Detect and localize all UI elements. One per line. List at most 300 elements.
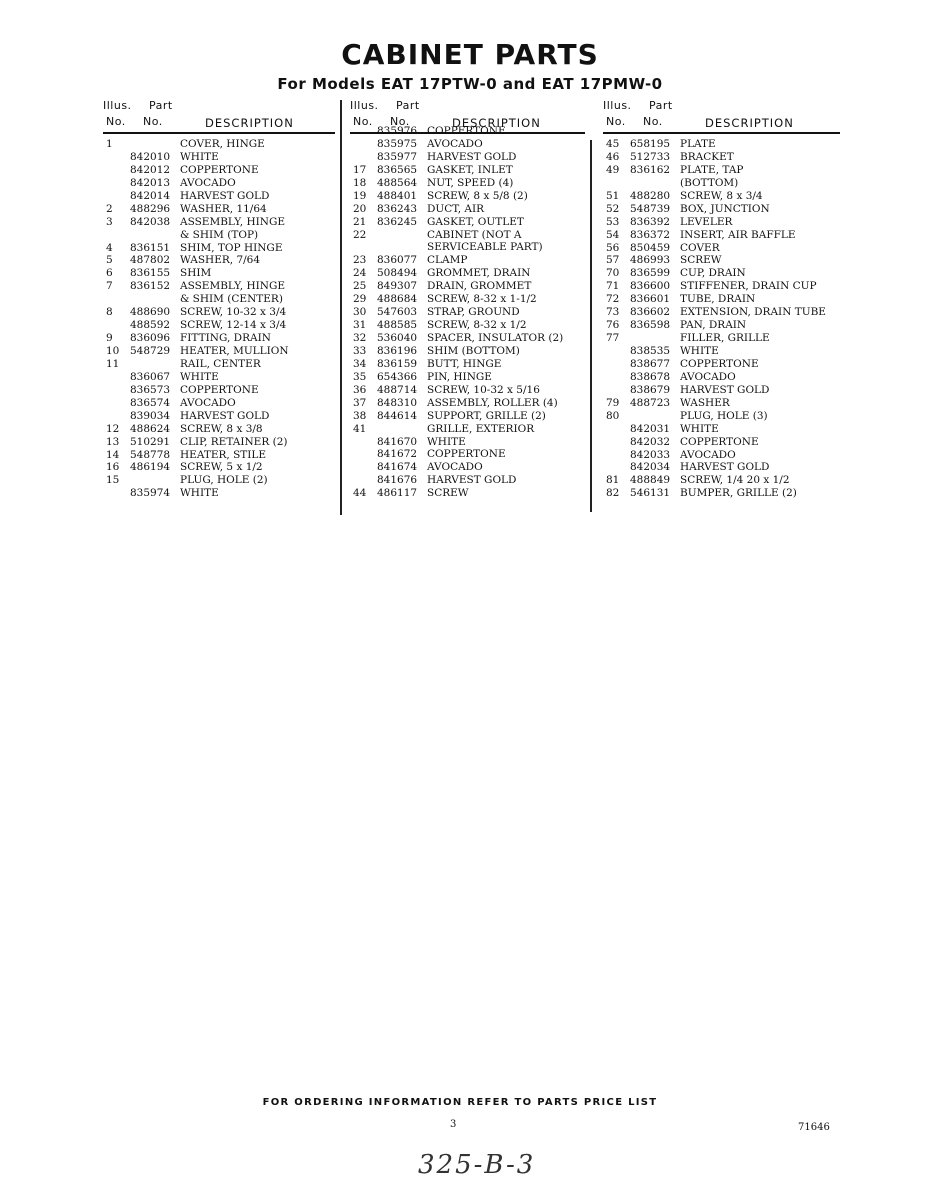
part-no: 836372 [630,228,671,241]
part-row [103,229,335,242]
part-no: 836245 [377,215,418,228]
part-description: SHIM (BOTTOM) [427,344,520,357]
illus-no: 79 [606,396,620,409]
part-description: PLUG, HOLE (2) [180,474,268,487]
part-row [350,293,585,306]
header-part: Part [649,99,673,112]
part-description: SCREW, 8 x 3/8 [180,422,263,435]
part-no: 836159 [377,357,418,370]
part-no: 835974 [130,487,171,500]
part-no: 488690 [130,306,171,319]
page-title: CABINET PARTS [341,38,599,71]
part-no: 488684 [377,293,418,306]
part-no: 548778 [130,448,171,461]
part-row [350,267,585,280]
part-row [603,487,840,500]
part-no: 658195 [630,138,671,150]
part-no: 836151 [130,241,171,254]
part-no: 488849 [630,474,671,487]
part-row [350,384,585,397]
part-no: 838679 [630,383,671,396]
part-row [603,216,840,229]
part-no: 836243 [377,202,418,215]
part-row [603,371,840,384]
illus-no: 2 [106,202,113,215]
part-no: 546131 [630,487,671,500]
illus-no: 3 [106,215,113,228]
part-row [103,216,335,229]
part-description: HARVEST GOLD [180,409,270,422]
part-row [103,358,335,371]
part-description: AVOCADO [427,461,483,474]
part-row [603,397,840,410]
illus-no: 13 [106,435,120,448]
illus-no: 34 [353,357,367,370]
illus-no: 25 [353,280,367,293]
part-row [350,254,585,267]
illus-no: 31 [353,319,367,332]
header-description: DESCRIPTION [205,116,294,130]
part-description: PLATE, TAP [680,163,744,176]
part-description: WASHER [680,396,730,409]
part-description: SCREW, 12-14 x 3/4 [180,319,287,332]
part-row [350,461,585,474]
part-row [603,164,840,177]
part-description: NUT, SPEED (4) [427,176,514,189]
part-description: LEVELER [680,215,733,228]
part-description: GASKET, OUTLET [427,215,524,228]
part-no: 547603 [377,306,418,319]
part-description: FILLER, GRILLE [680,332,770,345]
part-description: BOX, JUNCTION [680,202,770,215]
part-description: COVER [680,241,720,254]
part-row [350,203,585,216]
part-no: 838678 [630,370,671,383]
part-description: ASSEMBLY, HINGE [180,215,286,228]
header-part: Part [149,99,173,112]
part-description: ASSEMBLY, HINGE [180,280,286,293]
header-rule [103,132,335,134]
part-no: 486194 [130,461,171,474]
part-description: RAIL, CENTER [180,357,261,370]
illus-no: 32 [353,332,367,344]
part-row [603,267,840,280]
part-description: GASKET, INLET [427,163,513,176]
part-row [103,345,335,358]
illus-no: 14 [106,448,120,461]
part-description: HARVEST GOLD [680,383,770,396]
part-description: SCREW, 8-32 x 1/2 [427,319,527,332]
part-no: 486993 [630,254,671,267]
part-description: SUPPORT, GRILLE (2) [427,409,546,422]
part-row [103,177,335,190]
part-row [103,474,335,487]
part-description: ASSEMBLY, ROLLER (4) [427,396,558,409]
part-no: 488401 [377,189,418,202]
part-description: CLAMP [427,254,468,267]
part-row [603,319,840,332]
part-row [350,177,585,190]
illus-no: 17 [353,163,367,176]
part-row [350,397,585,410]
part-row [350,125,585,138]
part-description: HARVEST GOLD [680,461,770,474]
part-no: 848310 [377,396,418,409]
illus-no: 44 [353,487,367,500]
part-row [350,448,585,461]
illus-no: 41 [353,422,367,435]
part-row [603,190,840,203]
part-description: SCREW, 10-32 x 5/16 [427,383,540,396]
illus-no: 35 [353,370,367,383]
parts-column [603,99,840,500]
part-no: 842034 [630,461,671,474]
part-description: SHIM [180,267,212,280]
part-description: PLUG, HOLE (3) [680,409,768,422]
parts-column [350,99,585,508]
part-no: 841674 [377,461,418,474]
part-no: 488723 [630,396,671,409]
illus-no: 19 [353,189,367,202]
part-description: CLIP, RETAINER (2) [180,435,288,448]
part-row [103,487,335,500]
part-description: DRAIN, GROMMET [427,280,532,293]
part-no: 488564 [377,176,418,189]
illus-no: 12 [106,422,120,435]
part-no: 836196 [377,344,418,357]
part-no: 488624 [130,422,171,435]
part-row [103,397,335,410]
part-description: SCREW, 8-32 x 1-1/2 [427,293,537,306]
part-description: PAN, DRAIN [680,319,747,332]
part-row [350,358,585,371]
part-row [350,332,585,345]
part-description: COPPERTONE [427,448,506,461]
part-row [603,203,840,216]
part-row [350,151,585,164]
part-no: 838677 [630,357,671,370]
part-description: PIN, HINGE [427,370,492,383]
part-description: GRILLE, EXTERIOR [427,422,535,435]
part-no: 838535 [630,345,671,357]
part-row [603,138,840,151]
part-row [103,461,335,474]
part-row [350,474,585,487]
illus-no: 82 [606,487,620,500]
header-rule [603,132,840,134]
part-row [603,229,840,242]
illus-no: 36 [353,383,367,396]
part-no: 488714 [377,383,418,396]
part-description: DUCT, AIR [427,202,485,215]
part-no: 536040 [377,332,418,344]
part-description: SCREW, 8 x 5/8 (2) [427,189,528,202]
part-description: AVOCADO [680,370,736,383]
part-description: COPPERTONE [180,383,259,396]
part-no: 487802 [130,254,171,267]
part-description: WHITE [680,345,719,357]
part-no: 836162 [630,163,671,176]
part-no: 842033 [630,448,671,461]
part-no: 488585 [377,319,418,332]
ordering-note: FOR ORDERING INFORMATION REFER TO PARTS PRICE LIST [262,1097,658,1108]
illus-no: 73 [606,306,620,319]
part-description: SCREW, 8 x 3/4 [680,189,763,202]
part-no: 835977 [377,150,418,163]
part-row [603,436,840,449]
part-no: 835976 [377,125,418,137]
part-row [103,190,335,203]
handwritten-note: 325-B-3 [418,1150,536,1180]
part-description: COPPERTONE [427,125,506,137]
header-illus-no: No. [106,115,126,128]
part-description: SPACER, INSULATOR (2) [427,332,564,344]
column-divider [340,100,342,515]
illus-no: 6 [106,267,113,280]
illus-no: 1 [106,138,113,150]
illus-no: 57 [606,254,620,267]
part-no: 836599 [630,267,671,280]
part-description: COPPERTONE [180,163,259,176]
part-no: 836155 [130,267,171,280]
header-part-no: No. [390,115,410,128]
illus-no: 11 [106,357,120,370]
illus-no: 54 [606,228,620,241]
part-row [103,267,335,280]
part-description: SCREW [427,487,469,500]
part-description: FITTING, DRAIN [180,332,271,345]
part-no: 842031 [630,422,671,435]
part-row [603,410,840,423]
header-description: DESCRIPTION [705,116,794,130]
part-row [350,487,585,500]
part-description: COPPERTONE [680,435,759,448]
part-no: 836392 [630,215,671,228]
part-description: STIFFENER, DRAIN CUP [680,280,817,293]
illus-no: 16 [106,461,120,474]
illus-no: 18 [353,176,367,189]
part-description: WHITE [180,150,219,163]
part-row [350,306,585,319]
part-description: WHITE [180,370,219,383]
illus-no: 29 [353,293,367,306]
part-row [350,280,585,293]
part-row [350,345,585,358]
part-description: SCREW, 1/4 20 x 1/2 [680,474,790,487]
illus-no: 72 [606,293,620,306]
illus-no: 45 [606,138,620,150]
part-description: (BOTTOM) [680,176,739,189]
part-description: GROMMET, DRAIN [427,267,531,280]
illus-no: 52 [606,202,620,215]
part-row [350,371,585,384]
part-description: & SHIM (CENTER) [180,293,283,306]
part-description: AVOCADO [427,137,483,150]
part-no: 844614 [377,409,418,422]
part-no: 836602 [630,306,671,319]
part-row [603,293,840,306]
part-description: INSERT, AIR BAFFLE [680,228,796,241]
part-description: AVOCADO [180,396,236,409]
part-description: COPPERTONE [680,357,759,370]
part-row [603,474,840,487]
part-description: WHITE [680,422,719,435]
part-row [103,423,335,436]
part-row [603,358,840,371]
illus-no: 80 [606,409,620,422]
part-row [603,332,840,345]
part-row [103,436,335,449]
part-row [603,242,840,255]
part-row [103,306,335,319]
part-description: WHITE [427,435,466,448]
part-row [350,241,585,254]
part-row [603,254,840,267]
part-no: 841670 [377,435,418,448]
part-row [103,254,335,267]
part-no: 836077 [377,254,418,267]
illus-no: 5 [106,254,113,267]
part-no: 486117 [377,487,418,500]
illus-no: 51 [606,189,620,202]
part-description: BUTT, HINGE [427,357,502,370]
part-row [350,190,585,203]
page-number: 3 [450,1119,457,1130]
part-no: 841672 [377,448,418,461]
illus-no: 7 [106,280,113,293]
part-description: COVER, HINGE [180,138,265,150]
part-no: 510291 [130,435,171,448]
page-subtitle: For Models EAT 17PTW-0 and EAT 17PMW-0 [277,75,663,93]
part-description: WASHER, 11/64 [180,202,267,215]
parts-column [103,99,335,500]
part-row [103,164,335,177]
part-no: 841676 [377,474,418,487]
part-row [350,410,585,423]
part-row [350,423,585,436]
part-no: 850459 [630,241,671,254]
part-no: 548729 [130,345,171,357]
part-description: HARVEST GOLD [427,474,517,487]
illus-no: 20 [353,202,367,215]
part-no: 849307 [377,280,418,293]
header-illus: Illus. [350,99,379,112]
part-description: HARVEST GOLD [180,189,270,202]
illus-no: 22 [353,228,367,241]
part-no: 836600 [630,280,671,293]
illus-no: 24 [353,267,367,280]
part-row [103,449,335,462]
part-no: 508494 [377,267,418,280]
part-row [103,410,335,423]
part-row [350,164,585,177]
part-description: SCREW, 5 x 1/2 [180,461,263,474]
part-row [103,242,335,255]
part-row [603,306,840,319]
illus-no: 37 [353,396,367,409]
part-no: 835975 [377,137,418,150]
part-no: 842014 [130,189,171,202]
part-row [603,345,840,358]
part-row [103,319,335,332]
illus-no: 49 [606,163,620,176]
illus-no: 30 [353,306,367,319]
illus-no: 4 [106,241,113,254]
header-part: Part [396,99,420,112]
part-row [103,151,335,164]
part-no: 654366 [377,370,418,383]
part-description: SHIM, TOP HINGE [180,241,283,254]
header-illus-no: No. [606,115,626,128]
part-description: & SHIM (TOP) [180,228,259,241]
illus-no: 38 [353,409,367,422]
part-row [603,449,840,462]
part-description: SCREW [680,254,722,267]
document-code: 71646 [798,1122,830,1133]
part-no: 836067 [130,370,171,383]
header-illus: Illus. [603,99,632,112]
part-no: 512733 [630,150,671,163]
illus-no: 46 [606,150,620,163]
column-divider [590,140,592,512]
part-row [350,138,585,151]
part-description: SERVICEABLE PART) [427,241,543,254]
part-description: AVOCADO [680,448,736,461]
illus-no: 21 [353,215,367,228]
part-description: CUP, DRAIN [680,267,746,280]
illus-no: 23 [353,254,367,267]
illus-no: 71 [606,280,620,293]
part-description: HARVEST GOLD [427,150,517,163]
part-no: 548739 [630,202,671,215]
part-no: 488296 [130,202,171,215]
part-description: PLATE [680,138,716,150]
part-row [103,332,335,345]
part-no: 842013 [130,176,171,189]
part-description: AVOCADO [180,176,236,189]
part-row [103,280,335,293]
part-row [103,203,335,216]
part-row [603,151,840,164]
illus-no: 10 [106,345,120,357]
part-row [103,293,335,306]
part-row [603,177,840,190]
part-row [603,384,840,397]
illus-no: 76 [606,319,620,332]
part-row [350,229,585,242]
part-description: CABINET (NOT A [427,228,522,241]
part-description: STRAP, GROUND [427,306,520,319]
illus-no: 81 [606,474,620,487]
part-no: 836598 [630,319,671,332]
part-description: TUBE, DRAIN [680,293,756,306]
part-no: 836152 [130,280,171,293]
part-description: WHITE [180,487,219,500]
illus-no: 33 [353,344,367,357]
header-illus: Illus. [103,99,132,112]
part-row [350,319,585,332]
illus-no: 56 [606,241,620,254]
part-no: 842032 [630,435,671,448]
part-row [603,461,840,474]
part-no: 836601 [630,293,671,306]
part-no: 842010 [130,150,171,163]
part-description: HEATER, MULLION [180,345,289,357]
part-no: 488280 [630,189,671,202]
header-part-no: No. [643,115,663,128]
part-description: BRACKET [680,150,734,163]
part-description: WASHER, 7/64 [180,254,261,267]
